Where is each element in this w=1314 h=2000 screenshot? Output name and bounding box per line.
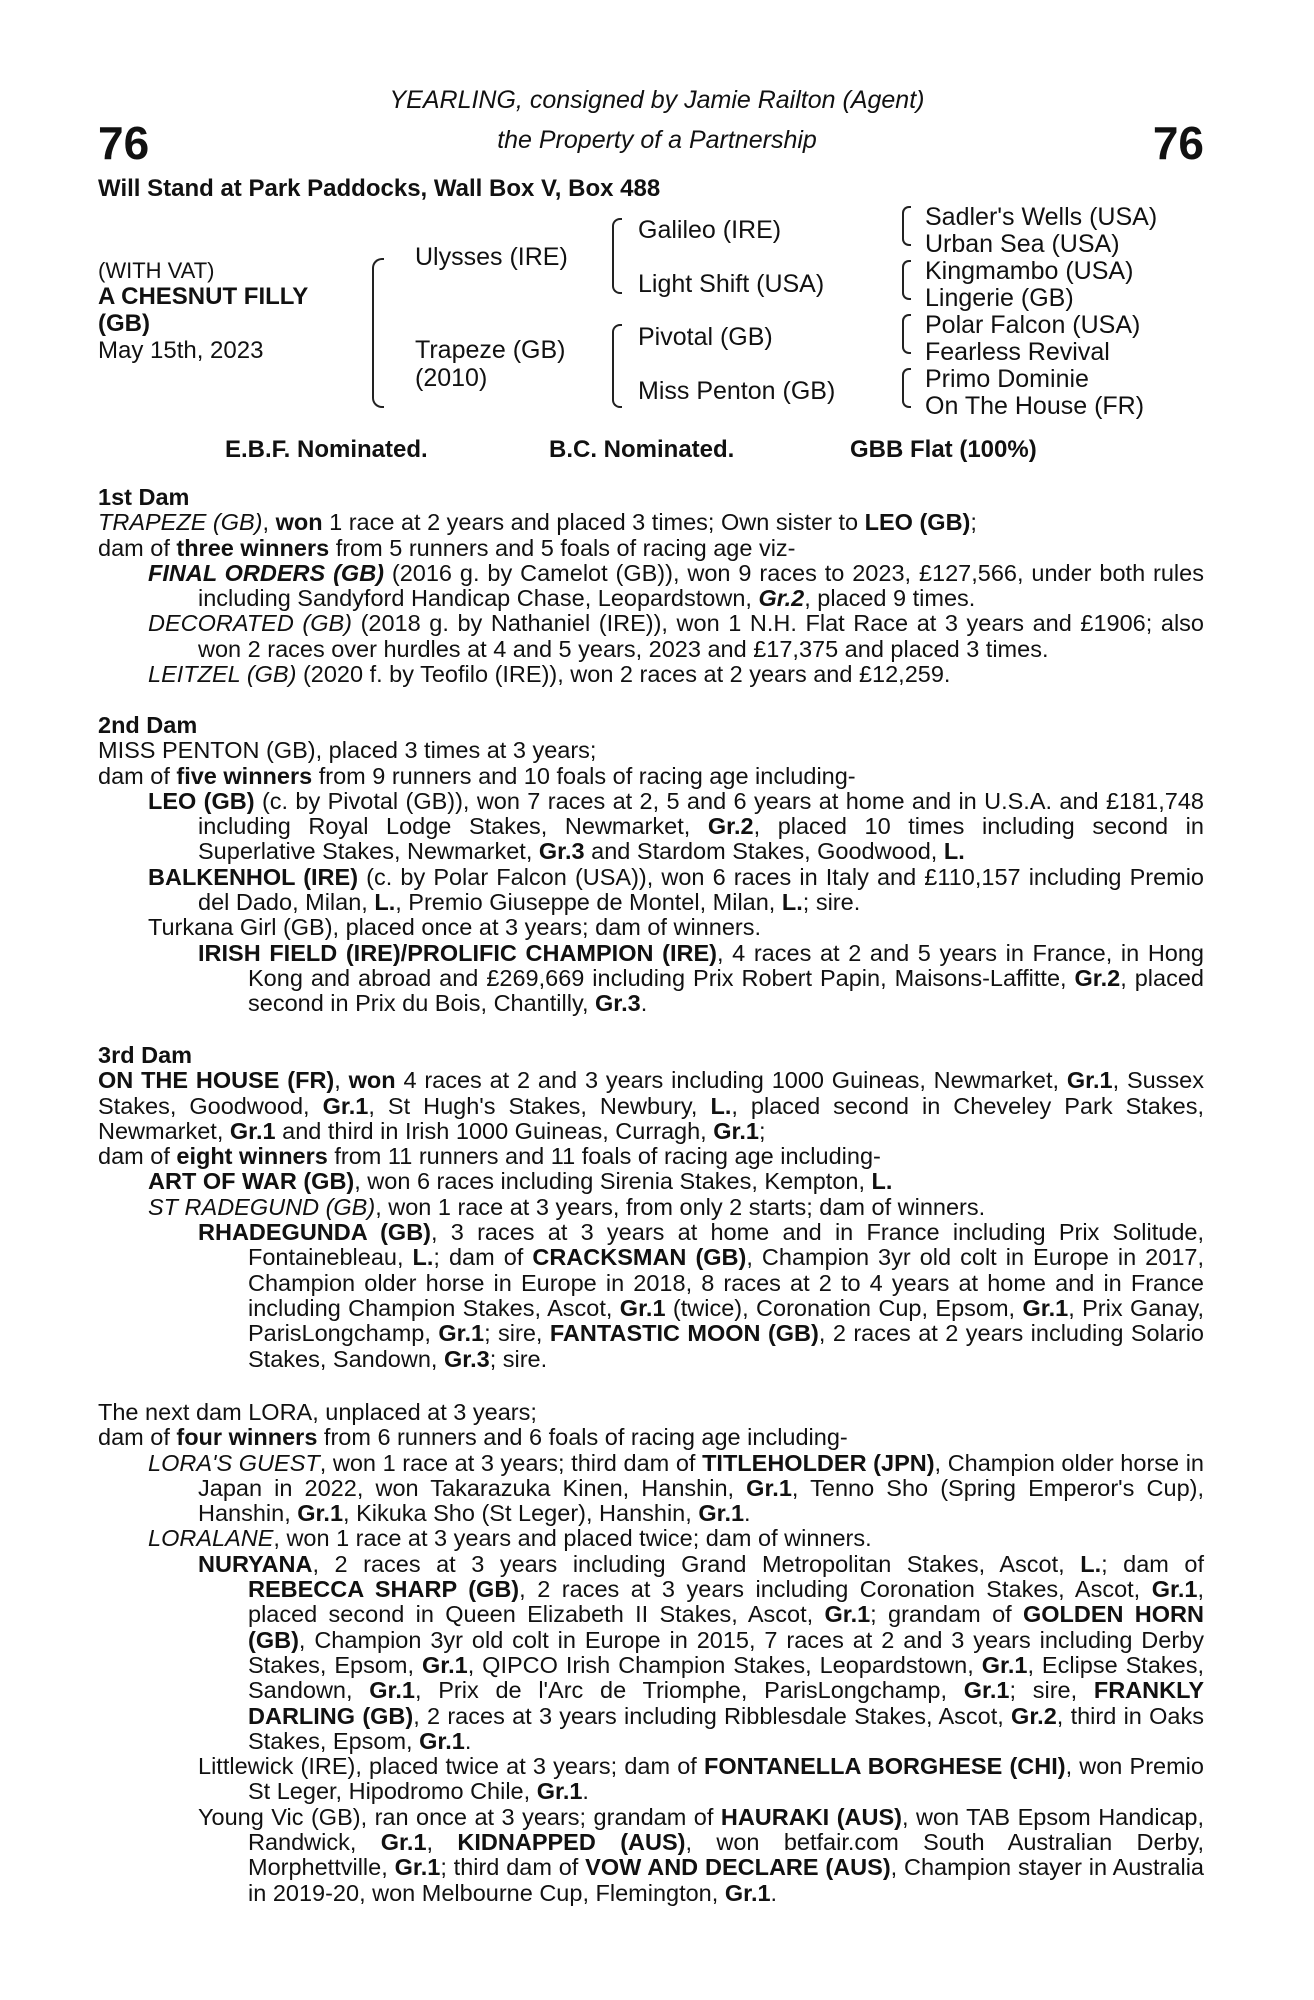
subject-name: A CHESNUT FILLY: [98, 283, 309, 310]
text-run: , Champion 3yr old colt in Europe in 2015, 7 races at 2 and 3 years including Derby Stakes, Epsom,: [248, 1626, 1204, 1678]
text-run: ST RADEGUND (GB): [148, 1193, 376, 1220]
produce-art-of-war: [148, 1169, 1204, 1194]
text-run: FRANKLY DARLING (GB): [248, 1677, 1205, 1729]
text-run: ; dam of: [1101, 1550, 1204, 1577]
text-run: Gr.2: [1011, 1702, 1057, 1729]
text-run: Young Vic (GB), ran once at 3 years; grandam of: [198, 1803, 721, 1830]
text-run: from 9 runners and 10 foals of racing age including-: [312, 762, 856, 789]
text-run: LEO (GB): [148, 787, 255, 814]
text-run: four winners: [176, 1424, 318, 1451]
text-run: , Champion stayer in Australia in 2019-20, won Melbourne Cup, Flemington,: [248, 1854, 1204, 1906]
produce-balkenhol: [148, 865, 1204, 916]
text-run: , 2 races at 3 years including Coronation Stakes, Ascot,: [519, 1576, 1152, 1603]
pedigree-ggp-7: Primo Dominie: [925, 365, 1089, 393]
text-run: Gr.3: [538, 838, 585, 865]
text-run: Gr.1: [394, 1854, 441, 1881]
second-dam-heading: 2nd Dam: [98, 712, 198, 738]
text-run: , Prix Ganay, ParisLongchamp,: [248, 1294, 1204, 1347]
text-run: ; sire.: [802, 889, 861, 916]
text-run: , won 6 races including Sirenia Stakes, Kempton,: [354, 1168, 872, 1195]
text-run: (2018 g. by Nathaniel (IRE)), won 1 N.H. Flat Race at 3 years and £1906; also won 2 races over hurdles at 4 and 5 years, 2023 and £17,375 and placed 3 times.: [198, 610, 1204, 662]
text-run: , Tenno Sho (Spring Emperor's Cup), Hanshin,: [198, 1474, 1204, 1527]
text-run: GOLDEN HORN (GB): [248, 1601, 1204, 1653]
text-run: , 3 races at 3 years at home and in France including Prix Solitude, Fontainebleau,: [248, 1219, 1205, 1271]
produce-leo: [148, 789, 1204, 865]
produce-turkana-girl: [148, 915, 1204, 940]
text-run: L.: [412, 1244, 434, 1271]
pedigree-sire-sire: Galileo (IRE): [638, 216, 782, 244]
text-run: ; sire.: [489, 1345, 548, 1372]
text-run: .: [640, 990, 648, 1017]
text-run: three winners: [176, 534, 330, 561]
produce-loras-guest: [148, 1451, 1204, 1527]
sire-parents-bracket: [612, 218, 622, 294]
produce-rhadegunda: [198, 1220, 1204, 1372]
text-run: KIDNAPPED (AUS): [457, 1829, 686, 1856]
text-run: , placed 9 times.: [804, 585, 976, 612]
text-run: , 2 races at 2 years including Solario Stakes, Sandown,: [248, 1320, 1205, 1372]
text-run: Gr.1: [1022, 1294, 1069, 1321]
text-run: FONTANELLA BORGHESE (CHI): [703, 1753, 1066, 1780]
text-run: ;: [970, 509, 977, 536]
text-run: Gr.1: [536, 1778, 583, 1805]
text-run: NURYANA: [198, 1550, 313, 1577]
text-run: won: [275, 509, 323, 536]
text-run: L.: [871, 1168, 893, 1195]
pedigree-dam-year: (2010): [415, 364, 488, 392]
pedigree-ggp-3: Kingmambo (USA): [925, 257, 1134, 285]
pedigree-ggp-1: Sadler's Wells (USA): [925, 203, 1158, 231]
text-run: Gr.1: [824, 1601, 871, 1628]
text-run: TRAPEZE (GB): [98, 509, 263, 536]
text-run: (c. by Pivotal (GB)), won 7 races at 2, 5 and 6 years at home and in U.S.A. and £181,748 including Royal Lodge Stakes, Newmarket,: [198, 787, 1204, 840]
first-dam-section: [98, 485, 1204, 687]
gbb-status: GBB Flat (100%): [850, 436, 1037, 463]
text-run: , 2 races at 3 years including Grand Metropolitan Stakes, Ascot,: [312, 1550, 1081, 1577]
text-run: Turkana Girl (GB), placed once at 3 years; dam of winners.: [148, 914, 761, 941]
text-run: ,: [262, 509, 276, 536]
text-run: (c. by Polar Falcon (USA)), won 6 races in Italy and £110,157 including Premio del Dado, Milan,: [198, 863, 1205, 916]
text-run: Gr.1: [619, 1294, 666, 1321]
foaling-date: May 15th, 2023: [98, 337, 264, 364]
produce-loralane: [148, 1526, 1204, 1551]
text-run: 4 races at 2 and 3 years including 1000 Guineas, Newmarket,: [395, 1067, 1067, 1094]
text-run: ART OF WAR (GB): [148, 1168, 355, 1195]
produce-leitzel: [148, 662, 1204, 687]
produce-littlewick: [198, 1754, 1204, 1805]
produce-nuryana: [198, 1552, 1204, 1754]
text-run: won: [348, 1067, 396, 1094]
text-run: FINAL ORDERS (GB): [148, 559, 384, 586]
text-run: , Premio Giuseppe de Montel, Milan,: [395, 889, 782, 916]
property-line: the Property of a Partnership: [497, 126, 817, 154]
pedigree-dam: Trapeze (GB): [415, 336, 566, 364]
pedigree-ggp-2: Urban Sea (USA): [925, 230, 1120, 258]
text-run: ON THE HOUSE (FR): [98, 1067, 335, 1094]
text-run: Gr.1: [1151, 1576, 1198, 1603]
text-run: RHADEGUNDA (GB): [198, 1219, 431, 1246]
text-run: Gr.1: [1066, 1067, 1113, 1094]
text-run: ; sire,: [1009, 1677, 1094, 1704]
text-run: dam of: [98, 534, 177, 561]
text-run: , won 1 race at 3 years and placed twice; dam of winners.: [273, 1525, 872, 1552]
subject-name-country: (GB): [98, 310, 150, 337]
text-run: dam of: [98, 762, 177, 789]
text-run: , QIPCO Irish Champion Stakes, Leopardstown,: [467, 1651, 982, 1678]
text-run: LEO (GB): [864, 509, 971, 536]
text-run: ,: [334, 1067, 349, 1094]
text-run: FANTASTIC MOON (GB): [549, 1320, 819, 1347]
text-run: Gr.1: [297, 1500, 344, 1527]
text-run: Gr.2: [1074, 964, 1121, 991]
pedigree-sire: Ulysses (IRE): [415, 243, 568, 271]
text-run: from 5 runners and 5 foals of racing age viz-: [329, 534, 796, 561]
text-run: MISS PENTON (GB), placed 3 times at 3 years;: [98, 737, 597, 764]
ggp-bracket-1: [902, 206, 911, 246]
text-run: (2020 f. by Teofilo (IRE)), won 2 races at 2 years and £12,259.: [296, 661, 951, 688]
text-run: DECORATED (GB): [148, 610, 352, 637]
text-run: L.: [1080, 1550, 1102, 1577]
produce-st-radegund: [148, 1195, 1204, 1220]
text-run: ; sire,: [484, 1320, 550, 1347]
consignor-line: YEARLING, consigned by Jamie Railton (Agent): [389, 86, 925, 114]
next-dam-record: [98, 1400, 1204, 1425]
text-run: ; dam of: [433, 1244, 533, 1271]
text-run: BALKENHOL (IRE): [148, 863, 359, 890]
text-run: , placed second in Queen Elizabeth II Stakes, Ascot,: [248, 1576, 1204, 1628]
text-run: and Stardom Stakes, Goodwood,: [584, 838, 944, 865]
text-run: LORALANE: [148, 1525, 274, 1552]
second-dam-section: [98, 713, 1204, 1017]
third-dam-record: [98, 1068, 1204, 1144]
text-run: .: [770, 1879, 778, 1906]
text-run: ,: [426, 1829, 458, 1856]
produce-final-orders: [148, 561, 1204, 612]
text-run: five winners: [176, 762, 313, 789]
text-run: ; grandam of: [870, 1601, 1023, 1628]
ggp-bracket-3: [902, 314, 911, 354]
text-run: LEITZEL (GB): [148, 661, 297, 688]
next-dam-section: [98, 1400, 1204, 1906]
text-run: and third in Irish 1000 Guineas, Curragh,: [275, 1117, 714, 1144]
text-run: Gr.1: [713, 1117, 759, 1144]
vat-note: (WITH VAT): [98, 258, 215, 283]
text-run: , won betfair.com South Australian Derby, Morphettville,: [248, 1829, 1204, 1881]
text-run: Gr.1: [438, 1320, 485, 1347]
text-run: Gr.1: [229, 1117, 276, 1144]
text-run: .: [464, 1727, 472, 1754]
text-run: , placed second in Cheveley Park Stakes, Newmarket,: [98, 1092, 1204, 1144]
text-run: ;: [758, 1117, 766, 1144]
pedigree-ggp-6: Fearless Revival: [925, 338, 1110, 366]
text-run: L.: [943, 838, 965, 865]
text-run: REBECCA SHARP (GB): [248, 1576, 520, 1603]
text-run: , won 1 race at 3 years; third dam of: [319, 1449, 703, 1476]
text-run: , won Premio St Leger, Hipodromo Chile,: [248, 1753, 1204, 1805]
text-run: , placed second in Prix du Bois, Chantilly,: [248, 964, 1204, 1017]
text-run: LORA'S GUEST: [148, 1449, 320, 1476]
text-run: , Champion 3yr old colt in Europe in 2017, Champion older horse in Europe in 2018, 8 races at 2 to 4 years at home and in France including Champion Stakes, Ascot,: [248, 1244, 1204, 1321]
text-run: ; third dam of: [440, 1854, 586, 1881]
pedigree-dam-dam: Miss Penton (GB): [638, 377, 836, 405]
text-run: eight winners: [176, 1143, 328, 1170]
text-run: 1 race at 2 years and placed 3 times; Own sister to: [322, 509, 865, 536]
pedigree-ggp-8: On The House (FR): [925, 392, 1145, 420]
text-run: HAURAKI (AUS): [720, 1803, 902, 1830]
text-run: Gr.2: [758, 585, 805, 612]
text-run: , placed 10 times including second in Superlative Stakes, Newmarket,: [198, 813, 1204, 865]
text-run: Gr.3: [443, 1345, 490, 1372]
text-run: IRISH FIELD (IRE)/PROLIFIC CHAMPION (IRE): [198, 939, 717, 966]
text-run: , won TAB Epsom Handicap, Randwick,: [248, 1803, 1205, 1856]
third-dam-section: [98, 1043, 1204, 1372]
text-run: CRACKSMAN (GB): [532, 1244, 747, 1271]
text-run: Gr.1: [963, 1677, 1010, 1704]
pedigree-ggp-5: Polar Falcon (USA): [925, 311, 1141, 339]
text-run: , 2 races at 3 years including Ribblesdale Stakes, Ascot,: [413, 1702, 1012, 1729]
third-dam-heading: 3rd Dam: [98, 1042, 193, 1068]
second-dam-record: [98, 738, 1204, 763]
first-dam-heading: 1st Dam: [98, 484, 190, 510]
text-run: (2016 g. by Camelot (GB)), won 9 races to 2023, £127,566, under both rules including Sandyford Handicap Chase, Leopardstown,: [198, 559, 1204, 612]
text-run: , Sussex Stakes, Goodwood,: [98, 1067, 1205, 1119]
text-run: Gr.1: [322, 1092, 369, 1119]
pedigree-sire-dam: Light Shift (USA): [638, 270, 825, 298]
ggp-bracket-4: [902, 368, 911, 408]
text-run: Gr.2: [707, 813, 754, 840]
text-run: , 4 races at 2 and 5 years in France, in Hong Kong and abroad and £269,669 including Prix Robert Papin, Maisons-Laffitte,: [248, 939, 1204, 991]
text-run: dam of: [98, 1424, 177, 1451]
text-run: The next dam LORA, unplaced at 3 years;: [98, 1399, 537, 1425]
text-run: , St Hugh's Stakes, Newbury,: [368, 1092, 711, 1119]
text-run: Gr.1: [419, 1727, 465, 1754]
parents-bracket: [372, 258, 384, 408]
text-run: Gr.1: [981, 1651, 1028, 1678]
dam-parents-bracket: [612, 324, 622, 408]
text-run: (twice), Coronation Cup, Epsom,: [665, 1294, 1023, 1321]
text-run: L.: [781, 889, 803, 916]
lot-number-left: 76: [98, 117, 150, 169]
pedigree-ggp-4: Lingerie (GB): [925, 284, 1074, 312]
text-run: , third in Oaks Stakes, Epsom,: [248, 1702, 1204, 1754]
ggp-bracket-2: [902, 260, 911, 300]
text-run: , Kikuka Sho (St Leger), Hanshin,: [343, 1500, 699, 1527]
text-run: dam of: [98, 1143, 177, 1170]
text-run: Gr.1: [421, 1651, 468, 1678]
text-run: L.: [710, 1092, 732, 1119]
text-run: Gr.1: [746, 1474, 792, 1501]
text-run: from 11 runners and 11 foals of racing age including-: [327, 1143, 881, 1170]
pedigree-dam-sire: Pivotal (GB): [638, 323, 773, 351]
text-run: Gr.1: [724, 1879, 771, 1906]
text-run: VOW AND DECLARE (AUS): [585, 1854, 891, 1881]
text-run: L.: [374, 889, 396, 916]
produce-decorated: [148, 611, 1204, 662]
first-dam-produce-summary: [98, 536, 1204, 561]
text-run: Gr.3: [595, 990, 641, 1017]
produce-irish-field: [198, 941, 1204, 1017]
ebf-nomination: E.B.F. Nominated.: [225, 436, 428, 463]
third-dam-produce-summary: [98, 1144, 1204, 1169]
text-run: Gr.1: [380, 1829, 427, 1856]
text-run: TITLEHOLDER (JPN): [702, 1449, 935, 1476]
next-dam-produce-summary: [98, 1425, 1204, 1450]
text-run: , Prix de l'Arc de Triomphe, ParisLongchamp,: [415, 1677, 964, 1704]
lot-number-right: 76: [1152, 117, 1204, 169]
text-run: , won 1 race at 3 years, from only 2 starts; dam of winners.: [375, 1193, 986, 1220]
stand-location: Will Stand at Park Paddocks, Wall Box V, Box 488: [98, 175, 661, 202]
first-dam-record: [98, 510, 1204, 535]
text-run: .: [582, 1778, 589, 1805]
text-run: .: [744, 1500, 751, 1527]
text-run: , Eclipse Stakes, Sandown,: [248, 1651, 1204, 1704]
text-run: from 6 runners and 6 foals of racing age including-: [317, 1424, 848, 1451]
produce-young-vic: [198, 1805, 1204, 1906]
text-run: , Champion older horse in Japan in 2022, won Takarazuka Kinen, Hanshin,: [198, 1449, 1205, 1501]
text-run: Littlewick (IRE), placed twice at 3 years; dam of: [198, 1753, 704, 1780]
text-run: Gr.1: [698, 1500, 745, 1527]
bc-nomination: B.C. Nominated.: [549, 436, 735, 463]
second-dam-produce-summary: [98, 764, 1204, 789]
text-run: Gr.1: [369, 1677, 415, 1704]
